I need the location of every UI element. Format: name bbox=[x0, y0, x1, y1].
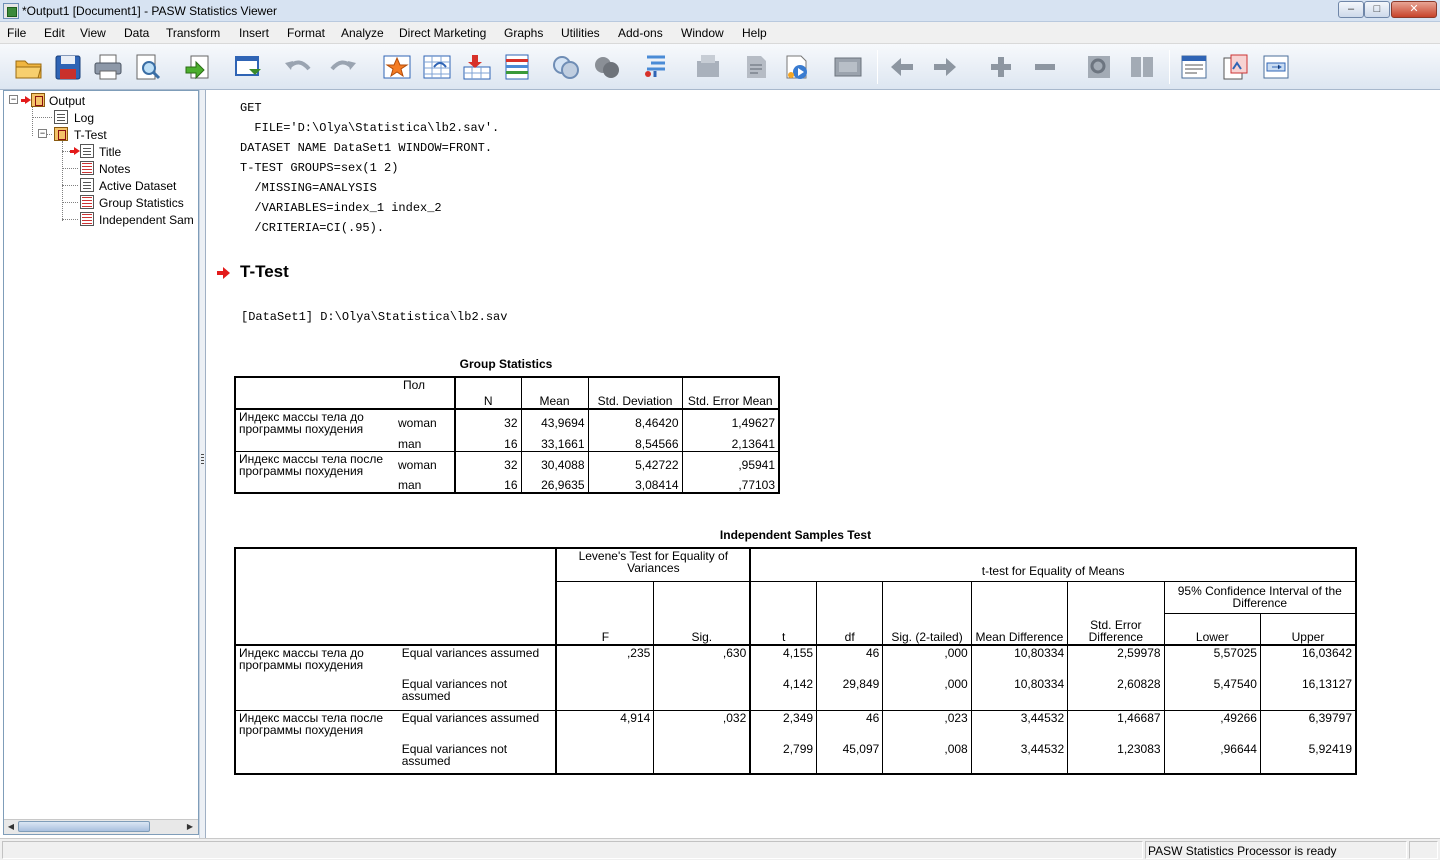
t-cell: 2,349 bbox=[750, 710, 816, 742]
active-dataset-icon bbox=[80, 178, 94, 192]
sig2-header: Sig. (2-tailed) bbox=[883, 581, 971, 645]
insert-title-icon[interactable] bbox=[1221, 53, 1251, 81]
status-pane-main bbox=[2, 841, 1143, 859]
maximize-button[interactable]: □ bbox=[1364, 1, 1390, 18]
recall-dialog-icon[interactable] bbox=[233, 53, 263, 81]
upper-cell: 16,13127 bbox=[1260, 677, 1356, 710]
forward-arrow-icon[interactable] bbox=[930, 53, 960, 81]
menu-edit[interactable]: Edit bbox=[44, 26, 65, 40]
select-cases-icon[interactable] bbox=[641, 53, 671, 81]
var2-label: Индекс массы тела после программы похудения bbox=[235, 451, 395, 493]
run-script-icon[interactable] bbox=[781, 53, 811, 81]
collapse-minus-icon[interactable] bbox=[1030, 53, 1060, 81]
redo-icon[interactable] bbox=[328, 53, 358, 81]
menu-format[interactable]: Format bbox=[287, 26, 326, 40]
ttest-header: t-test for Equality of Means bbox=[750, 548, 1356, 581]
menu-view[interactable]: View bbox=[80, 26, 106, 40]
sig2-cell: ,000 bbox=[883, 645, 971, 677]
assumption-label: Equal variances assumed bbox=[399, 710, 557, 742]
df-cell: 29,849 bbox=[817, 677, 883, 710]
t-cell: 4,142 bbox=[750, 677, 816, 710]
var1-label: Индекс массы тела до программы похудения bbox=[235, 645, 399, 710]
n-header: N bbox=[455, 377, 521, 409]
lower-cell: ,96644 bbox=[1164, 742, 1260, 774]
syntax-log: GET FILE='D:\Olya\Statistica\lb2.sav'. DATASET NAME DataSet1 WINDOW=FRONT. T-TEST GROUPS=sex(1 2) /MISSING=ANALYSIS /VARIABLES=index_1 index_2 /CRITERIA=CI(.95). bbox=[240, 101, 500, 235]
undo-icon[interactable] bbox=[283, 53, 313, 81]
insert-text-icon[interactable] bbox=[1261, 53, 1291, 81]
lower-cell: ,49266 bbox=[1164, 710, 1260, 742]
se-diff-cell: 1,46687 bbox=[1068, 710, 1164, 742]
tree-item-group-statistics[interactable]: Group Statistics bbox=[99, 196, 184, 210]
sig2-cell: ,000 bbox=[883, 677, 971, 710]
tree-item-notes[interactable]: Notes bbox=[99, 162, 131, 176]
menu-insert[interactable]: Insert bbox=[239, 26, 270, 40]
menu-add-ons[interactable]: Add-ons bbox=[618, 26, 663, 40]
show-sets-icon[interactable] bbox=[592, 53, 622, 81]
mean-cell: 33,1661 bbox=[521, 430, 588, 451]
tree-item-output[interactable]: Output bbox=[49, 94, 86, 108]
tree-item-independent-samples[interactable]: Independent Sam bbox=[99, 213, 194, 227]
df-cell: 46 bbox=[817, 710, 883, 742]
go-to-data-icon[interactable] bbox=[382, 53, 412, 81]
mean-cell: 30,4088 bbox=[521, 451, 588, 472]
tree-item-t-test[interactable]: T-Test bbox=[74, 128, 107, 142]
f-cell: 4,914 bbox=[556, 710, 653, 742]
tree-item-active-dataset[interactable]: Active Dataset bbox=[99, 179, 177, 193]
export-icon[interactable] bbox=[183, 53, 213, 81]
mean-cell: 26,9635 bbox=[521, 472, 588, 493]
menu-utilities[interactable]: Utilities bbox=[561, 26, 600, 40]
n-cell: 16 bbox=[455, 472, 521, 493]
mean-diff-cell: 10,80334 bbox=[971, 645, 1067, 677]
sd-cell: 5,42722 bbox=[588, 451, 682, 472]
open-folder-icon[interactable] bbox=[14, 53, 44, 81]
upper-header: Upper bbox=[1260, 613, 1356, 645]
t-header: t bbox=[750, 581, 816, 645]
upper-cell: 5,92419 bbox=[1260, 742, 1356, 774]
sig-cell: ,032 bbox=[654, 710, 750, 742]
assumption-label: Equal variances not assumed bbox=[399, 677, 557, 710]
close-button[interactable]: ✕ bbox=[1391, 1, 1437, 18]
sig-header: Sig. bbox=[654, 581, 750, 645]
independent-samples-table-icon bbox=[80, 212, 94, 226]
n-cell: 32 bbox=[455, 409, 521, 430]
ind-test-caption: Independent Samples Test bbox=[719, 528, 872, 542]
menu-direct-marketing[interactable]: Direct Marketing bbox=[399, 26, 487, 40]
se-diff-cell: 2,59978 bbox=[1068, 645, 1164, 677]
tree-collapse-t-test[interactable]: − bbox=[39, 128, 46, 138]
menu-graphs[interactable]: Graphs bbox=[504, 26, 544, 40]
section-arrow-icon bbox=[223, 267, 230, 279]
upper-cell: 16,03642 bbox=[1260, 645, 1356, 677]
outline-pane bbox=[3, 90, 199, 835]
status-pane-extra bbox=[1409, 841, 1438, 859]
insert-heading-icon[interactable] bbox=[1179, 53, 1209, 81]
group-stats-caption: Group Statistics bbox=[459, 357, 553, 371]
group-cell: woman bbox=[395, 451, 455, 472]
status-text: PASW Statistics Processor is ready bbox=[1148, 844, 1337, 858]
sig-cell bbox=[654, 742, 750, 774]
lower-cell: 5,47540 bbox=[1164, 677, 1260, 710]
group-cell: woman bbox=[395, 409, 455, 430]
title-icon bbox=[80, 144, 94, 158]
show-icon[interactable] bbox=[1084, 53, 1114, 81]
se-cell: ,95941 bbox=[682, 451, 779, 472]
var2-label: Индекс массы тела после программы похудения bbox=[235, 710, 399, 774]
sig2-cell: ,023 bbox=[883, 710, 971, 742]
ci-header: 95% Confidence Interval of the Difference bbox=[1164, 581, 1356, 613]
variables-icon[interactable] bbox=[502, 53, 532, 81]
se-diff-header: Std. Error Difference bbox=[1068, 581, 1164, 645]
group-stats-table bbox=[234, 376, 780, 494]
menu-transform[interactable]: Transform bbox=[166, 26, 221, 40]
expand-plus-icon[interactable] bbox=[986, 53, 1016, 81]
menu-file[interactable]: File bbox=[7, 26, 27, 40]
menu-data[interactable]: Data bbox=[124, 26, 150, 40]
f-cell bbox=[556, 742, 653, 774]
se-cell: 1,49627 bbox=[682, 409, 779, 430]
log-icon bbox=[54, 110, 68, 124]
hide-icon[interactable] bbox=[1127, 53, 1157, 81]
se-diff-cell: 2,60828 bbox=[1068, 677, 1164, 710]
group-header: Пол bbox=[235, 377, 455, 409]
tree-collapse-output[interactable]: − bbox=[10, 94, 17, 104]
n-cell: 16 bbox=[455, 430, 521, 451]
mean-diff-cell: 10,80334 bbox=[971, 677, 1067, 710]
n-cell: 32 bbox=[455, 451, 521, 472]
df-cell: 45,097 bbox=[817, 742, 883, 774]
tree-item-log[interactable]: Log bbox=[74, 111, 95, 125]
menu-window[interactable]: Window bbox=[681, 26, 724, 40]
section-title: T-Test bbox=[240, 262, 289, 281]
notes-table-icon bbox=[80, 161, 94, 175]
designate-window-icon[interactable] bbox=[741, 53, 771, 81]
go-to-case-icon[interactable] bbox=[422, 53, 452, 81]
scroll-left-icon[interactable]: ◀ bbox=[7, 822, 15, 831]
ind-test-table bbox=[234, 547, 1357, 775]
mean-diff-cell: 3,44532 bbox=[971, 710, 1067, 742]
group-statistics-table-icon bbox=[80, 195, 94, 209]
df-header: df bbox=[817, 581, 883, 645]
outline-horizontal-scrollbar[interactable] bbox=[4, 819, 198, 834]
print-icon[interactable] bbox=[93, 53, 123, 81]
print-preview-icon[interactable] bbox=[133, 53, 163, 81]
f-cell: ,235 bbox=[556, 645, 653, 677]
se-cell: ,77103 bbox=[682, 472, 779, 493]
back-arrow-icon[interactable] bbox=[887, 53, 917, 81]
pasw-app-icon[interactable] bbox=[3, 3, 19, 19]
scroll-right-icon[interactable]: ▶ bbox=[186, 822, 194, 831]
toolbar bbox=[0, 44, 1440, 90]
assumption-label: Equal variances assumed bbox=[399, 645, 557, 677]
sd-header: Std. Deviation bbox=[588, 377, 682, 409]
sd-cell: 8,46420 bbox=[588, 409, 682, 430]
minimize-button[interactable]: – bbox=[1338, 1, 1364, 18]
lower-header: Lower bbox=[1164, 613, 1260, 645]
mean-cell: 43,9694 bbox=[521, 409, 588, 430]
t-cell: 4,155 bbox=[750, 645, 816, 677]
use-sets-icon[interactable] bbox=[551, 53, 581, 81]
assumption-label: Equal variances not assumed bbox=[399, 742, 557, 774]
se-diff-cell: 1,23083 bbox=[1068, 742, 1164, 774]
scroll-thumb[interactable] bbox=[18, 821, 150, 832]
lower-cell: 5,57025 bbox=[1164, 645, 1260, 677]
t-cell: 2,799 bbox=[750, 742, 816, 774]
group-cell: man bbox=[395, 430, 455, 451]
levene-header: Levene's Test for Equality of Variances bbox=[556, 548, 750, 581]
mean-diff-cell: 3,44532 bbox=[971, 742, 1067, 774]
menu-bar bbox=[0, 22, 1440, 44]
mean-diff-header: Mean Difference bbox=[971, 581, 1067, 645]
se-cell: 2,13641 bbox=[682, 430, 779, 451]
sig-cell: ,630 bbox=[654, 645, 750, 677]
tree-item-title[interactable]: Title bbox=[99, 145, 122, 159]
dataset-line: [DataSet1] D:\Olya\Statistica\lb2.sav bbox=[241, 310, 508, 324]
sd-cell: 3,08414 bbox=[588, 472, 682, 493]
splitter-grip-icon bbox=[201, 454, 204, 466]
output-book-icon bbox=[31, 93, 45, 107]
sd-cell: 8,54566 bbox=[588, 430, 682, 451]
sig2-cell: ,008 bbox=[883, 742, 971, 774]
f-header: F bbox=[556, 581, 653, 645]
go-to-variable-icon[interactable] bbox=[462, 53, 492, 81]
menu-help[interactable]: Help bbox=[742, 26, 767, 40]
t-test-book-icon bbox=[54, 127, 68, 141]
window-title: *Output1 [Document1] - PASW Statistics Viewer bbox=[22, 4, 277, 18]
sig-cell bbox=[654, 677, 750, 710]
weight-cases-icon[interactable] bbox=[693, 53, 723, 81]
status-bar bbox=[0, 838, 1440, 860]
menu-analyze[interactable]: Analyze bbox=[341, 26, 384, 40]
show-all-icon[interactable] bbox=[833, 53, 863, 81]
var1-label: Индекс массы тела до программы похудения bbox=[235, 409, 395, 451]
se-header: Std. Error Mean bbox=[682, 377, 779, 409]
f-cell bbox=[556, 677, 653, 710]
output-content-pane bbox=[205, 90, 1440, 838]
save-disk-icon[interactable] bbox=[53, 53, 83, 81]
title-bar bbox=[0, 0, 1440, 22]
mean-header: Mean bbox=[521, 377, 588, 409]
df-cell: 46 bbox=[817, 645, 883, 677]
upper-cell: 6,39797 bbox=[1260, 710, 1356, 742]
group-cell: man bbox=[395, 472, 455, 493]
